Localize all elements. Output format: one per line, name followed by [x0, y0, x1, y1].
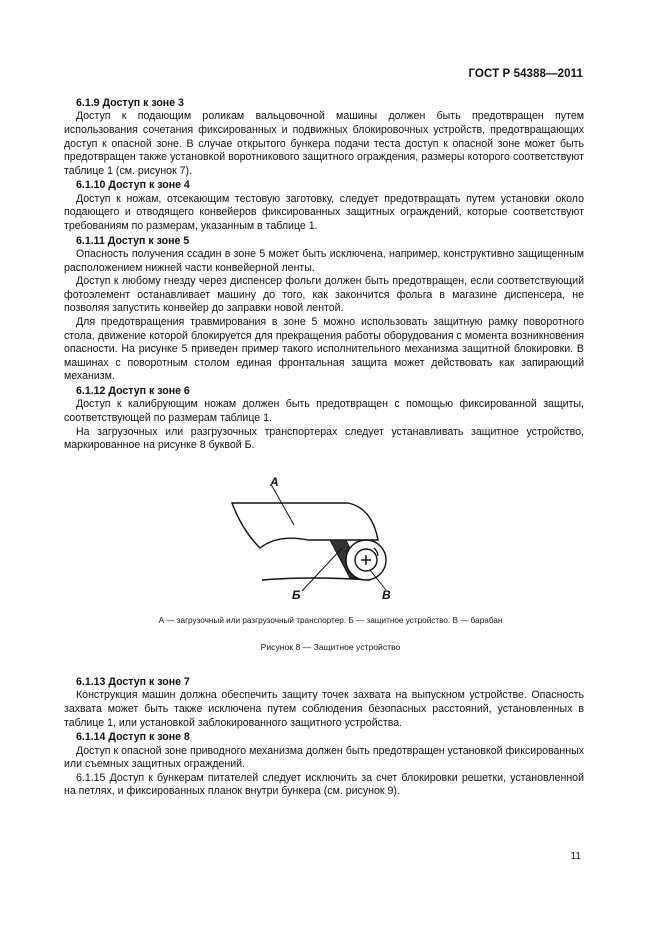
paragraph: Конструкция машин должна обеспечить защиту точек захвата на выпускном устройстве. Опасность захвата может быть также исключена путем соблюдения безопасных расстояний, установленных в таблице 1, или установкой заблокированного защитного устройства.: [64, 689, 584, 729]
paragraph: Доступ к опасной зоне приводного механизма должен быть предотвращен установкой фиксированных или съемных защитных ограждений.: [64, 744, 584, 771]
paragraph: Доступ к ножам, отсекающим тестовую заготовку, следует предотвращать путем установки около подающего и отводящего конвейеров фиксированных защитных ограждений, которые соответствуют требованиям по размерам, указанным в таблице 1.: [64, 192, 584, 232]
section-heading: 6.1.9 Доступ к зоне 3: [76, 97, 184, 109]
label-v: В: [382, 588, 391, 602]
paragraph: Опасность получения ссадин в зоне 5 может быть исключена, например, конструктивно защищенным расположением нижней части конвейерной ленты.: [64, 247, 584, 274]
section-heading: 6.1.13 Доступ к зоне 7: [76, 676, 190, 688]
section-heading: 6.1.14 Доступ к зоне 8: [76, 731, 190, 744]
paragraph: 6.1.15 Доступ к бункерам питателей следует исключить за счет блокировки решетки, установленной на петлях, и фиксированных планок внутри бункера (см. рисунок 9).: [64, 771, 584, 798]
figure-8-diagram: [220, 470, 420, 610]
paragraph: Для предотвращения травмирования в зоне 5 можно использовать защитную рамку поворотного стола, движение которой блокируется для прекращения работы оборудования с момента возникновения опасности. На рисунке 5 приведен пример такого исполнительного механизма защитной блокировки. В машинах с поворотным столом единая фронтальная защита может действовать как запирающий механизм.: [64, 315, 584, 383]
figure-legend: А — загрузочный или разгрузочный транспортер. Б — защитное устройство. В — барабан: [158, 616, 503, 625]
page-number: 11: [570, 851, 581, 862]
conveyor-band-upper: [232, 503, 378, 548]
main-text: [64, 96, 584, 453]
paragraph: На загрузочных или разгрузочных транспортерах следует устанавливать защитное устройство, маркированное на рисунке 8 буквой Б.: [64, 425, 584, 452]
section-heading: 6.1.11 Доступ к зоне 5: [76, 234, 190, 247]
main-text-continued: [64, 675, 584, 799]
document-header-standard: ГОСТ Р 54388—2011: [468, 68, 583, 80]
paragraph: Доступ к любому гнезду через диспенсер фольги должен быть предотвращен, если соответствующий фотоэлемент останавливает машину до того, как закончится фольга в магазине диспенсера, не позволяя запустить конвейер до заправки новой лентой.: [64, 275, 584, 315]
section-heading: 6.1.10 Доступ к зоне 4: [76, 179, 190, 192]
label-a: А: [270, 475, 279, 489]
label-b: Б: [292, 588, 301, 602]
conveyor-diagram-svg: [220, 470, 420, 610]
figure-caption: Рисунок 8 — Защитное устройство: [260, 642, 401, 652]
paragraph: Доступ к калибрующим ножам должен быть предотвращен с помощью фиксированной защиты, соответствующей по размерам таблице 1.: [64, 398, 584, 424]
paragraph: Доступ к подающим роликам вальцовочной машины должен быть предотвращен путем использования сочетания фиксированных и подвижных блокировочных устройств, предотвращающих доступ к опасной зоне. В случае открытого бункера подачи теста доступ к опасной зоне может быть предотвращен также установкой воротникового защитного ограждения, размеры которого соответствуют таблице 1 (см. рисунок 7).: [64, 110, 584, 177]
section-heading: 6.1.12 Доступ к зоне 6: [76, 384, 190, 397]
leader-line-b: [302, 548, 342, 591]
